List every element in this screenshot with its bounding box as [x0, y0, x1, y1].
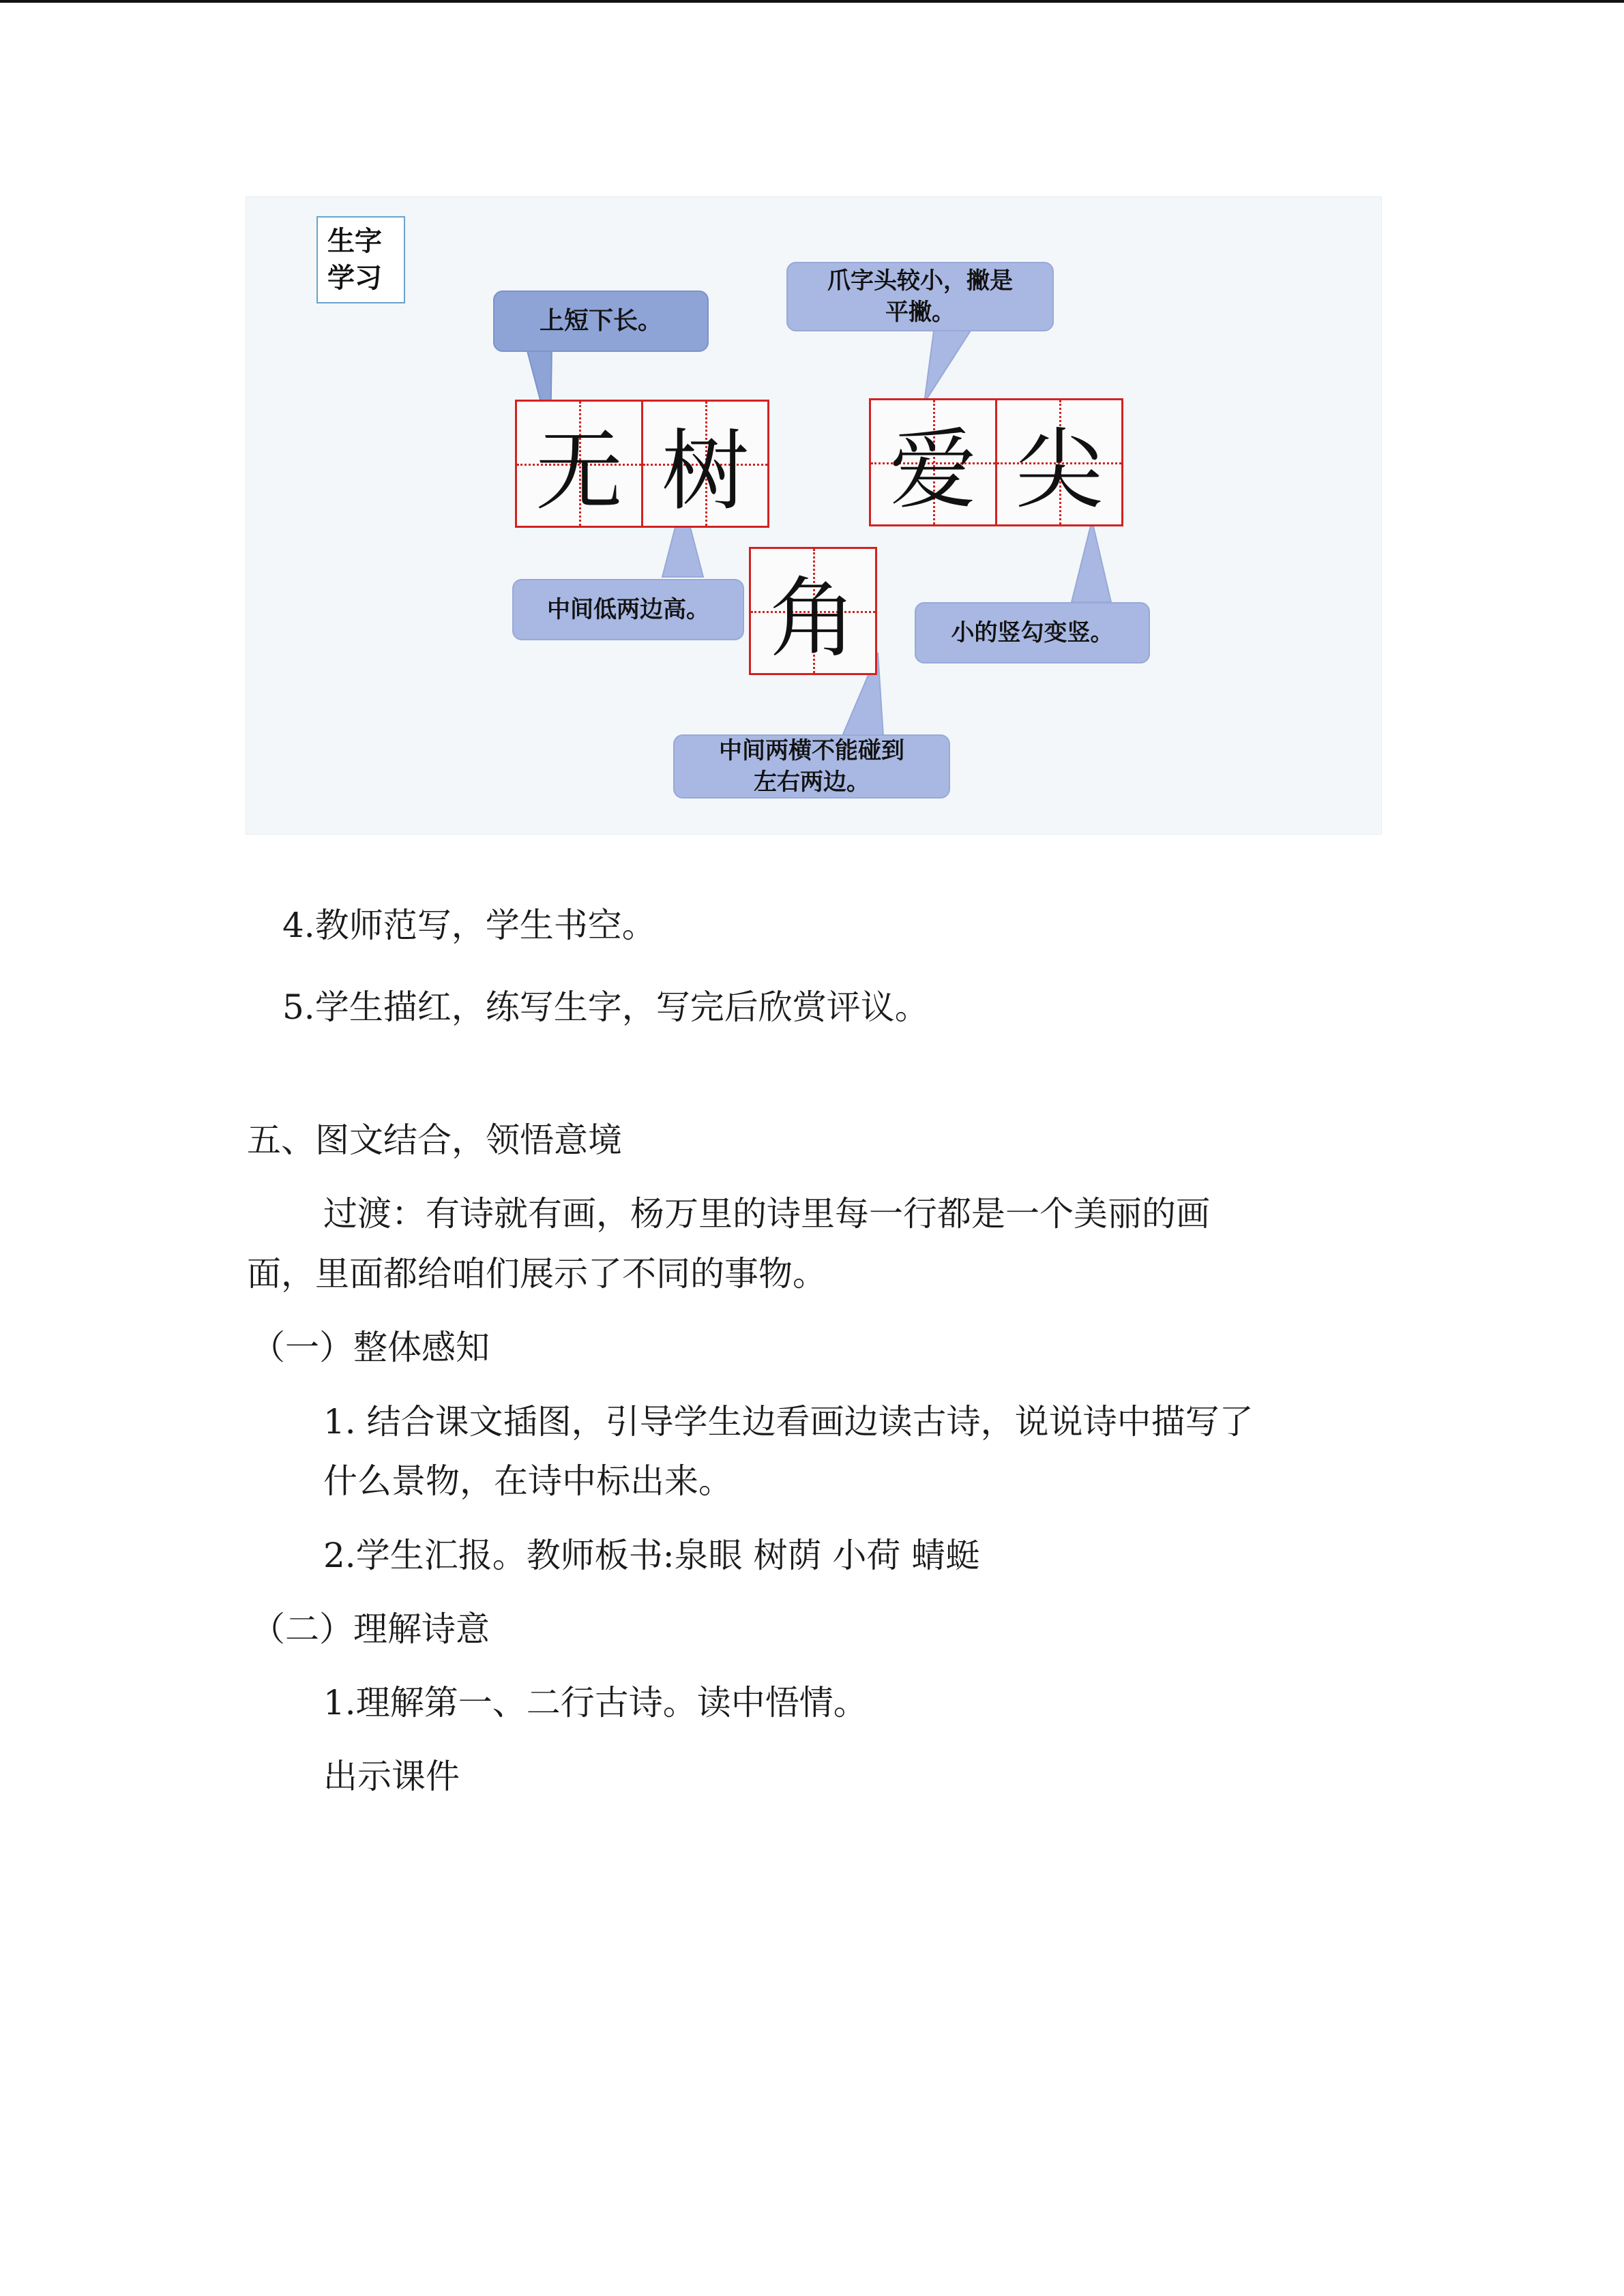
grid-cell-wu	[515, 400, 643, 528]
part-1-item-1-line-2: 什么景物，在诗中标出来。	[323, 1461, 733, 1501]
character-jiao: 角	[769, 568, 857, 670]
step-5: 5.学生描红，练写生字，写完后欣赏评议。	[282, 987, 929, 1027]
character-jian: 尖	[1015, 419, 1103, 521]
transition-line-2: 面，里面都给咱们展示了不同的事物。	[247, 1254, 827, 1294]
part-1-item-2: 2.学生汇报。教师板书:泉眼 树荫 小荷 蜻蜓	[323, 1536, 980, 1575]
note-jiao	[673, 734, 950, 799]
grid-cell-ai	[869, 398, 997, 526]
part-1-heading: （一）整体感知	[251, 1328, 490, 1367]
grid-cell-shu	[641, 400, 769, 528]
section-5-heading: 五、图文结合，领悟意境	[247, 1120, 622, 1160]
note-jiao-line1: 中间两横不能碰到	[719, 737, 904, 764]
note-ai-line2: 平撇。	[885, 299, 955, 326]
note-jian-text: 小的竖勾变竖。	[951, 619, 1114, 646]
part-1-item-1-line-1: 1. 结合课文插图，引导学生边看画边读古诗，说说诗中描写了	[323, 1402, 1254, 1442]
tail-jian	[1072, 520, 1111, 602]
character-learning-slide	[246, 196, 1382, 835]
note-ai-line1: 爪字头较小，撇是	[827, 267, 1013, 295]
slide-title: 生字 学习	[316, 216, 405, 303]
part-2-heading: （二）理解诗意	[251, 1609, 490, 1649]
note-wu-text: 上短下长。	[539, 307, 662, 335]
note-shu	[512, 579, 744, 640]
part-2-item-1: 1.理解第一、二行古诗。读中悟情。	[323, 1683, 868, 1723]
note-jiao-line2: 左右两边。	[754, 769, 870, 796]
top-border	[0, 0, 1624, 3]
character-ai: 爱	[889, 419, 977, 521]
character-shu: 树	[661, 421, 749, 522]
transition-line-1: 过渡：有诗就有画，杨万里的诗里每一行都是一个美丽的画	[323, 1194, 1210, 1234]
part-2-item-2: 出示课件	[323, 1757, 460, 1796]
step-4: 4.教师范写，学生书空。	[282, 906, 656, 945]
grid-cell-jiao	[749, 547, 877, 675]
note-ai	[786, 262, 1054, 331]
note-wu	[493, 290, 709, 352]
note-shu-text: 中间低两边高。	[547, 596, 709, 623]
grid-cell-jian	[995, 398, 1123, 526]
character-wu: 无	[535, 421, 623, 522]
tail-ai	[924, 331, 971, 403]
note-jian	[915, 602, 1150, 664]
